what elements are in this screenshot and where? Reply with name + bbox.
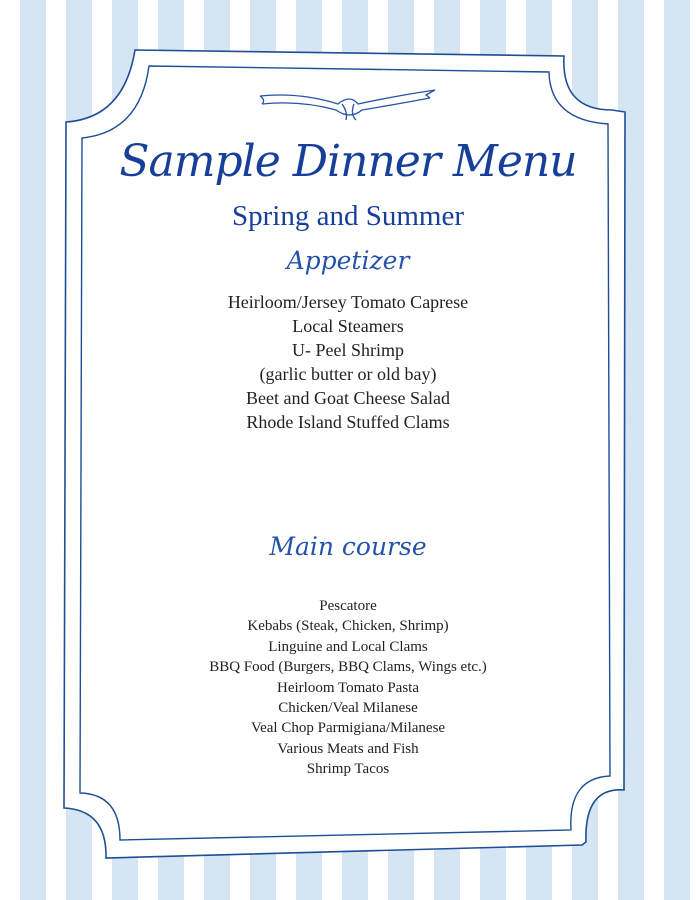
appetizer-heading: Appetizer: [286, 246, 410, 275]
list-item: Rhode Island Stuffed Clams: [246, 412, 450, 432]
menu-title: Sample Dinner Menu: [119, 136, 577, 187]
menu-subtitle: Spring and Summer: [232, 200, 464, 232]
list-item: Local Steamers: [292, 316, 404, 336]
list-item: U- Peel Shrimp: [292, 340, 404, 360]
main-course-list: [0, 596, 696, 780]
list-item: Beet and Goat Cheese Salad: [246, 388, 450, 408]
list-item: BBQ Food (Burgers, BBQ Clams, Wings etc.): [209, 659, 487, 676]
main-course-heading: Main course: [269, 532, 427, 561]
list-item: Shrimp Tacos: [306, 761, 390, 778]
list-item: Linguine and Local Clams: [268, 638, 428, 655]
list-item: Heirloom Tomato Pasta: [277, 679, 419, 696]
list-item: Chicken/Veal Milanese: [278, 700, 418, 717]
list-item: Heirloom/Jersey Tomato Caprese: [227, 292, 469, 312]
appetizer-list: [0, 290, 696, 434]
list-item: Veal Chop Parmigiana/Milanese: [250, 720, 446, 737]
list-item: Various Meats and Fish: [277, 740, 419, 757]
list-item: (garlic butter or old bay): [259, 364, 437, 384]
list-item: Kebabs (Steak, Chicken, Shrimp): [247, 618, 449, 635]
list-item: Pescatore: [319, 598, 377, 614]
